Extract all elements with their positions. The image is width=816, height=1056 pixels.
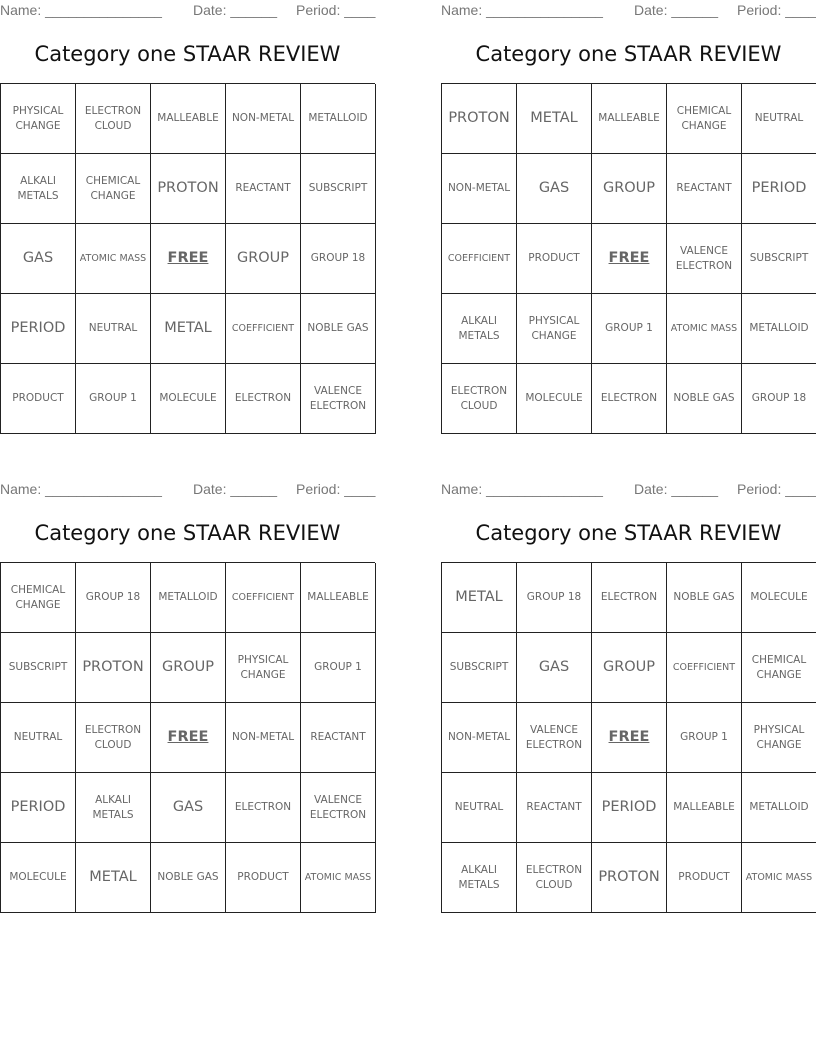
header-line [0, 481, 380, 499]
bingo-cell: MALLEABLE [667, 773, 742, 843]
bingo-cell: MOLECULE [742, 563, 816, 633]
bingo-card-4 [441, 479, 816, 919]
header-line [441, 481, 816, 499]
date-field: Date: ______ [634, 481, 719, 497]
bingo-cell: CHEMICAL CHANGE [76, 154, 151, 224]
bingo-cell: METALLOID [301, 84, 376, 154]
bingo-cell: SUBSCRIPT [1, 633, 76, 703]
bingo-cell: COEFFICIENT [226, 563, 301, 633]
bingo-card-1 [0, 0, 375, 440]
bingo-cell: PROTON [76, 633, 151, 703]
bingo-cell: ALKALI METALS [1, 154, 76, 224]
card-title: Category one STAAR REVIEW [34, 42, 341, 66]
bingo-cell: PHYSICAL CHANGE [742, 703, 816, 773]
bingo-cell: VALENCE ELECTRON [301, 364, 376, 434]
bingo-cell: ELECTRON CLOUD [517, 843, 592, 913]
bingo-cell: COEFFICIENT [226, 294, 301, 364]
bingo-cell: CHEMICAL CHANGE [1, 563, 76, 633]
bingo-cell: METALLOID [742, 294, 816, 364]
bingo-cell: ALKALI METALS [76, 773, 151, 843]
bingo-cell: NEUTRAL [442, 773, 517, 843]
bingo-cell: GROUP 18 [742, 364, 816, 434]
bingo-cell: GAS [151, 773, 226, 843]
bingo-cell: ATOMIC MASS [301, 843, 376, 913]
bingo-cell: MOLECULE [1, 843, 76, 913]
bingo-cell: ELECTRON CLOUD [76, 703, 151, 773]
free-space: FREE [592, 224, 667, 294]
period-field: Period: ____ [296, 2, 376, 18]
bingo-cell: COEFFICIENT [442, 224, 517, 294]
bingo-cell: PRODUCT [517, 224, 592, 294]
card-title: Category one STAAR REVIEW [34, 521, 341, 545]
bingo-cell: COEFFICIENT [667, 633, 742, 703]
bingo-cell: GROUP 18 [76, 563, 151, 633]
bingo-cell: SUBSCRIPT [301, 154, 376, 224]
bingo-cell: PERIOD [742, 154, 816, 224]
bingo-cell: MALLEABLE [301, 563, 376, 633]
bingo-cell: MOLECULE [517, 364, 592, 434]
bingo-cell: VALENCE ELECTRON [517, 703, 592, 773]
bingo-cell: NOBLE GAS [667, 364, 742, 434]
bingo-cell: GROUP 1 [667, 703, 742, 773]
bingo-cell: METAL [442, 563, 517, 633]
bingo-cell: PRODUCT [226, 843, 301, 913]
bingo-cell: ELECTRON [226, 773, 301, 843]
bingo-cell: NEUTRAL [1, 703, 76, 773]
bingo-cell: PROTON [442, 84, 517, 154]
bingo-cell: GROUP 1 [76, 364, 151, 434]
bingo-grid [441, 562, 816, 913]
bingo-cell: METAL [151, 294, 226, 364]
bingo-cell: NEUTRAL [76, 294, 151, 364]
name-field: Name: _______________ [441, 481, 603, 497]
bingo-cell: ELECTRON [592, 364, 667, 434]
bingo-cell: CHEMICAL CHANGE [667, 84, 742, 154]
bingo-cell: MOLECULE [151, 364, 226, 434]
bingo-cell: PHYSICAL CHANGE [517, 294, 592, 364]
name-field: Name: _______________ [441, 2, 603, 18]
bingo-cell: METAL [76, 843, 151, 913]
bingo-cell: GROUP [592, 633, 667, 703]
bingo-cell: ELECTRON CLOUD [442, 364, 517, 434]
bingo-cell: NEUTRAL [742, 84, 816, 154]
period-field: Period: ____ [737, 481, 816, 497]
bingo-cell: PERIOD [592, 773, 667, 843]
bingo-cell: GROUP 18 [301, 224, 376, 294]
free-space: FREE [151, 224, 226, 294]
bingo-cell: PROTON [592, 843, 667, 913]
bingo-cell: GROUP [592, 154, 667, 224]
bingo-cell: GROUP [226, 224, 301, 294]
bingo-cell: MALLEABLE [592, 84, 667, 154]
bingo-cell: PERIOD [1, 294, 76, 364]
bingo-grid [0, 83, 375, 434]
bingo-cell: NOBLE GAS [667, 563, 742, 633]
bingo-cell: VALENCE ELECTRON [301, 773, 376, 843]
header-line [441, 2, 816, 20]
bingo-cell: REACTANT [667, 154, 742, 224]
header-line [0, 2, 380, 20]
period-field: Period: ____ [737, 2, 816, 18]
bingo-card-2 [441, 0, 816, 440]
bingo-cell: NON-METAL [226, 84, 301, 154]
bingo-cell: PRODUCT [667, 843, 742, 913]
bingo-cell: PROTON [151, 154, 226, 224]
bingo-grid [441, 83, 816, 434]
bingo-cell: GROUP [151, 633, 226, 703]
bingo-cell: ELECTRON [592, 563, 667, 633]
bingo-cell: SUBSCRIPT [742, 224, 816, 294]
bingo-cell: NON-METAL [226, 703, 301, 773]
free-space: FREE [151, 703, 226, 773]
name-field: Name: _______________ [0, 481, 162, 497]
bingo-card-3 [0, 479, 375, 919]
bingo-cell: REACTANT [301, 703, 376, 773]
date-field: Date: ______ [193, 2, 278, 18]
bingo-cell: GAS [517, 154, 592, 224]
bingo-cell: ATOMIC MASS [742, 843, 816, 913]
bingo-grid [0, 562, 375, 913]
bingo-cell: ALKALI METALS [442, 843, 517, 913]
bingo-cell: SUBSCRIPT [442, 633, 517, 703]
bingo-cell: METALLOID [151, 563, 226, 633]
bingo-cell: VALENCE ELECTRON [667, 224, 742, 294]
bingo-cell: ATOMIC MASS [667, 294, 742, 364]
bingo-cell: NON-METAL [442, 703, 517, 773]
bingo-cell: METAL [517, 84, 592, 154]
bingo-cell: CHEMICAL CHANGE [742, 633, 816, 703]
free-space: FREE [592, 703, 667, 773]
date-field: Date: ______ [193, 481, 278, 497]
bingo-cell: ELECTRON CLOUD [76, 84, 151, 154]
bingo-cell: PHYSICAL CHANGE [226, 633, 301, 703]
bingo-cell: GAS [517, 633, 592, 703]
bingo-cell: NOBLE GAS [301, 294, 376, 364]
card-title: Category one STAAR REVIEW [475, 42, 782, 66]
bingo-cell: ALKALI METALS [442, 294, 517, 364]
bingo-cell: ATOMIC MASS [76, 224, 151, 294]
bingo-cell: MALLEABLE [151, 84, 226, 154]
bingo-cell: REACTANT [226, 154, 301, 224]
bingo-cell: METALLOID [742, 773, 816, 843]
bingo-cell: GROUP 1 [592, 294, 667, 364]
bingo-cell: NOBLE GAS [151, 843, 226, 913]
bingo-cell: PHYSICAL CHANGE [1, 84, 76, 154]
bingo-cell: NON-METAL [442, 154, 517, 224]
bingo-cell: GROUP 1 [301, 633, 376, 703]
bingo-cell: ELECTRON [226, 364, 301, 434]
date-field: Date: ______ [634, 2, 719, 18]
bingo-cell: GAS [1, 224, 76, 294]
period-field: Period: ____ [296, 481, 376, 497]
bingo-cell: PRODUCT [1, 364, 76, 434]
bingo-cell: PERIOD [1, 773, 76, 843]
bingo-cell: REACTANT [517, 773, 592, 843]
card-title: Category one STAAR REVIEW [475, 521, 782, 545]
bingo-cell: GROUP 18 [517, 563, 592, 633]
name-field: Name: _______________ [0, 2, 162, 18]
